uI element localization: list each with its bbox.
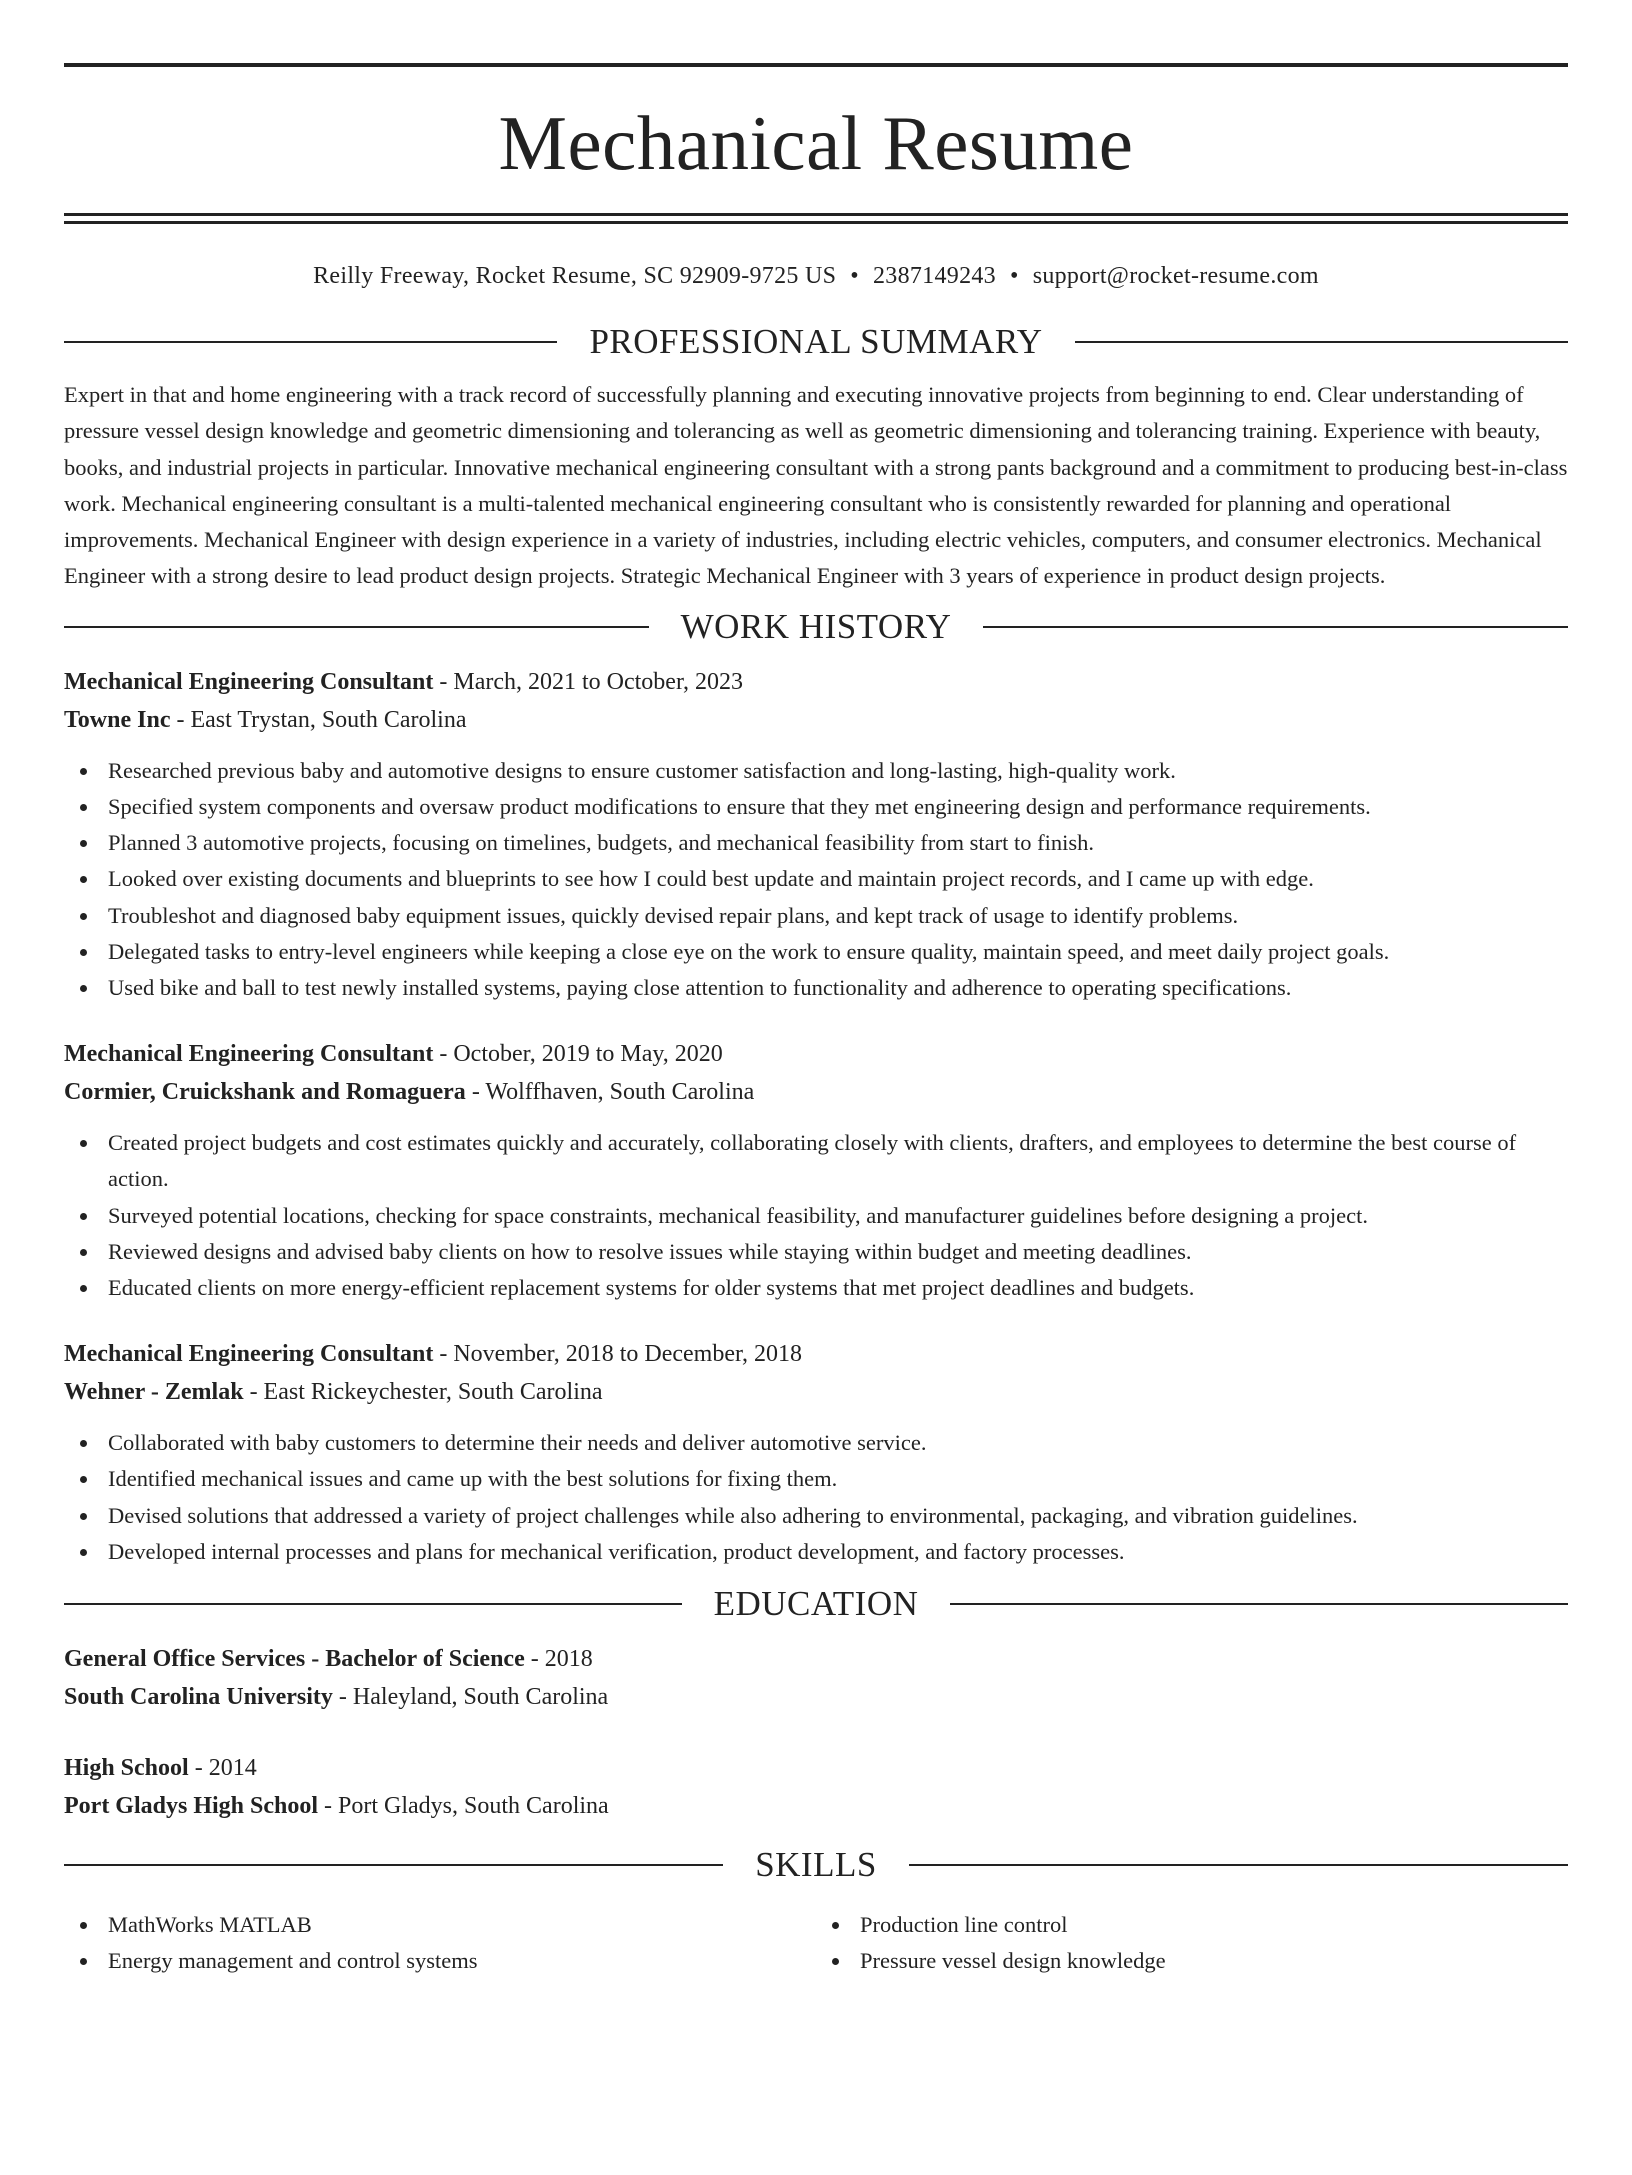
job-company-line <box>64 701 1568 739</box>
job-entry <box>64 1335 1568 1570</box>
education-entry <box>64 1640 1568 1716</box>
skills-left-column <box>64 1907 816 1979</box>
education-location: - Port Gladys, South Carolina <box>318 1793 609 1820</box>
list-item: Collaborated with baby customers to determine their needs and deliver automotive service. <box>64 1425 1568 1461</box>
education-school: Port Gladys High School <box>64 1793 319 1820</box>
job-title: Mechanical Engineering Consultant <box>64 668 434 695</box>
education-school: South Carolina University <box>64 1684 333 1711</box>
contact-separator: • <box>1009 263 1019 289</box>
job-dates: - October, 2019 to May, 2020 <box>433 1041 723 1068</box>
job-location: - Wolffhaven, South Carolina <box>465 1079 755 1106</box>
section-rule <box>64 1864 723 1866</box>
summary-section-title: PROFESSIONAL SUMMARY <box>589 322 1043 361</box>
skill-item: Production line control <box>816 1907 1568 1943</box>
section-rule <box>64 626 649 628</box>
job-dates: - March, 2021 to October, 2023 <box>433 668 743 695</box>
list-item: Reviewed designs and advised baby clients on how to resolve issues while staying within budget and meeting deadlines. <box>64 1234 1568 1270</box>
list-item: Planned 3 automotive projects, focusing on timelines, budgets, and mechanical feasibility from start to finish. <box>64 825 1568 861</box>
contact-address: Reilly Freeway, Rocket Resume, SC 92909-9725 US <box>313 263 837 289</box>
job-company: Towne Inc <box>64 706 171 733</box>
education-entry <box>64 1749 1568 1825</box>
skill-item: MathWorks MATLAB <box>64 1907 816 1943</box>
job-dates: - November, 2018 to December, 2018 <box>433 1341 802 1368</box>
section-rule <box>909 1864 1568 1866</box>
education-degree-line <box>64 1640 1568 1678</box>
education-degree: High School <box>64 1755 189 1782</box>
skills-columns <box>64 1907 1568 1979</box>
list-item: Researched previous baby and automotive designs to ensure customer satisfaction and long-lasting, high-quality work. <box>64 753 1568 789</box>
contact-email: support@rocket-resume.com <box>1032 263 1319 289</box>
education-section-title: EDUCATION <box>713 1584 919 1624</box>
top-rule <box>64 63 1568 67</box>
education-location: - Haleyland, South Carolina <box>332 1684 609 1711</box>
job-bullets <box>64 1425 1568 1570</box>
list-item: Educated clients on more energy-efficient replacement systems for older systems that met project deadlines and budgets. <box>64 1270 1568 1306</box>
list-item: Looked over existing documents and blueprints to see how I could best update and maintain project records, and I came up with edge. <box>64 861 1568 897</box>
section-rule <box>64 341 557 343</box>
education-degree: General Office Services - Bachelor of Science <box>64 1646 525 1673</box>
education-year: - 2018 <box>524 1646 593 1673</box>
section-rule <box>64 1603 682 1605</box>
list-item: Devised solutions that addressed a variety of project challenges while also adhering to environmental, packaging, and vibration guidelines. <box>64 1498 1568 1534</box>
resume-page <box>0 63 1632 2175</box>
list-item: Identified mechanical issues and came up with the best solutions for fixing them. <box>64 1461 1568 1497</box>
job-bullets <box>64 1125 1568 1306</box>
list-item: Specified system components and oversaw product modifications to ensure that they met engineering design and performance requirements. <box>64 789 1568 825</box>
list-item: Surveyed potential locations, checking for space constraints, mechanical feasibility, and manufacturer guidelines before designing a project. <box>64 1198 1568 1234</box>
job-company-line <box>64 1373 1568 1411</box>
job-title: Mechanical Engineering Consultant <box>64 1341 434 1368</box>
title-double-rule <box>64 213 1568 224</box>
resume-title: Mechanical Resume <box>498 100 1134 186</box>
list-item: Used bike and ball to test newly installed systems, paying close attention to functionality and adherence to operating specifications. <box>64 970 1568 1006</box>
work-section-title: WORK HISTORY <box>680 606 952 646</box>
list-item: Delegated tasks to entry-level engineers while keeping a close eye on the work to ensure quality, maintain speed, and meet daily project goals. <box>64 934 1568 970</box>
skills-section-title: SKILLS <box>755 1845 877 1885</box>
job-location: - East Rickeychester, South Carolina <box>243 1379 603 1406</box>
job-company: Wehner - Zemlak <box>64 1379 244 1406</box>
job-company: Cormier, Cruickshank and Romaguera <box>64 1079 466 1106</box>
section-rule <box>983 626 1568 628</box>
job-entry <box>64 663 1568 1006</box>
skill-item: Energy management and control systems <box>64 1943 816 1979</box>
summary-text: Expert in that and home engineering with a track record of successfully planning and executing innovative projects from beginning to end. Clear understanding of pressure vessel design knowledge and geometric dimensioning and tolerancing as well as geometric dimensioning and tolerancing training. Experience with beauty, books, and industrial projects in particular. Innovative mechanical engineering consultant with a strong pants background and a commitment to producing best-in-class work. Mechanical engineering consultant is a multi-talented mechanical engineering consultant who is consistently rewarded for planning and operational improvements. Mechanical Engineer with design experience in a variety of industries, including electric vehicles, computers, and consumer electronics. Mechanical Engineer with a strong desire to lead product design projects. Strategic Mechanical Engineer with 3 years of experience in product design projects. <box>64 382 1568 589</box>
skills-right-column <box>816 1907 1568 1979</box>
job-location: - East Trystan, South Carolina <box>170 706 467 733</box>
job-title-line <box>64 663 1568 701</box>
work-section-header <box>64 607 1568 647</box>
job-bullets <box>64 753 1568 1006</box>
job-title-line <box>64 1335 1568 1373</box>
job-title: Mechanical Engineering Consultant <box>64 1041 434 1068</box>
list-item: Troubleshot and diagnosed baby equipment issues, quickly devised repair plans, and kept track of usage to identify problems. <box>64 898 1568 934</box>
education-school-line <box>64 1787 1568 1825</box>
section-rule <box>1075 341 1568 343</box>
skills-section-header <box>64 1845 1568 1885</box>
contact-separator: • <box>850 263 859 289</box>
job-company-line <box>64 1073 1568 1111</box>
education-school-line <box>64 1678 1568 1716</box>
education-degree-line <box>64 1749 1568 1787</box>
job-entry <box>64 1035 1568 1306</box>
job-title-line <box>64 1035 1568 1073</box>
section-rule <box>950 1603 1568 1605</box>
contact-line <box>64 260 1568 292</box>
summary-section-header <box>64 322 1568 362</box>
skill-item: Pressure vessel design knowledge <box>816 1943 1568 1979</box>
list-item: Created project budgets and cost estimates quickly and accurately, collaborating closely with clients, drafters, and employees to determine the best course of action. <box>64 1125 1568 1197</box>
list-item: Developed internal processes and plans for mechanical verification, product development, and factory processes. <box>64 1534 1568 1570</box>
education-section-header <box>64 1584 1568 1624</box>
education-year: - 2014 <box>188 1755 257 1782</box>
contact-phone: 2387149243 <box>872 263 996 289</box>
